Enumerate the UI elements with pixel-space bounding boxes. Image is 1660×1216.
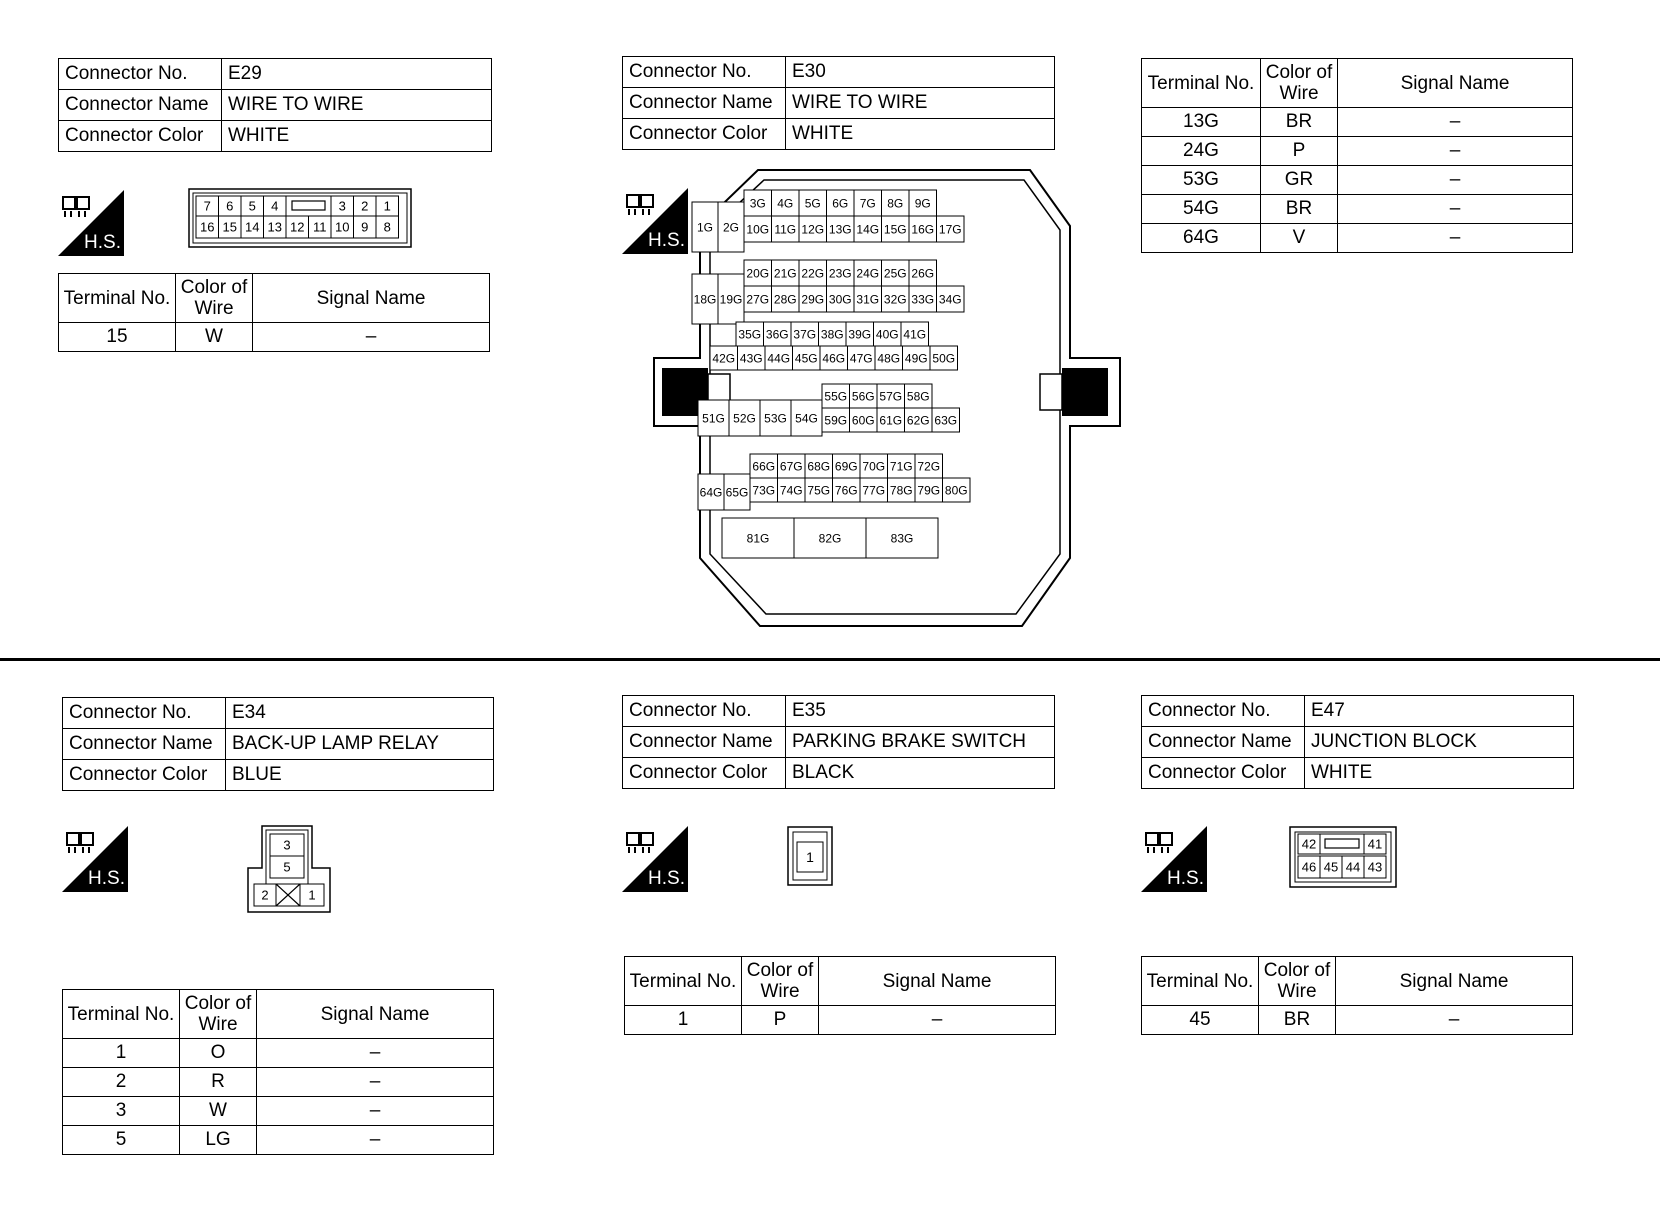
pin-label: 10 [335, 219, 350, 235]
label-connector-name: Connector Name [63, 729, 226, 760]
table-row [59, 323, 490, 352]
e29-connector-face [188, 188, 412, 250]
pin-label: 36G [765, 327, 789, 342]
pin-label: 9G [914, 196, 931, 211]
pin-label: 18G [693, 292, 717, 307]
pin-label: 14 [245, 219, 260, 235]
label-connector-name: Connector Name [59, 90, 222, 121]
pin-label: 5 [283, 859, 291, 875]
pin-cell [1320, 834, 1364, 854]
wire-color-cell: W [180, 1097, 257, 1126]
connector-no-value: E47 [1305, 696, 1574, 727]
header-signal-name: Signal Name [1338, 59, 1573, 108]
pin-label: 1G [696, 220, 714, 235]
pin-label: 65G [725, 485, 749, 500]
e34-info-table [62, 697, 494, 791]
label-connector-no: Connector No. [1142, 696, 1305, 727]
header-terminal-no: Terminal No. [1142, 957, 1259, 1006]
signal-name-cell: – [257, 1039, 494, 1068]
pin-label: 39G [848, 327, 872, 342]
header-color-of-wire: Color of Wire [1261, 59, 1338, 108]
pin-label: 21G [773, 266, 797, 281]
pin-label: 79G [917, 483, 941, 498]
pin-label: 43G [739, 351, 763, 366]
connector-name-value: WIRE TO WIRE [222, 90, 492, 121]
pin-label: 47G [849, 351, 873, 366]
terminal-cell: 64G [1142, 224, 1261, 253]
header-terminal-no: Terminal No. [625, 957, 742, 1006]
pin-label: 9 [361, 219, 369, 235]
pin-label: 3 [283, 837, 291, 853]
pin-label: 14G [856, 222, 880, 237]
pin-label: 16 [200, 219, 215, 235]
pin-label: 6 [226, 198, 234, 214]
label-connector-no: Connector No. [623, 57, 786, 88]
pin-label: 25G [883, 266, 907, 281]
pin-label: 27G [746, 292, 770, 307]
terminal-cell: 54G [1142, 195, 1261, 224]
pin-label: 70G [862, 459, 886, 474]
pin-label: 20G [746, 266, 770, 281]
e47-terminal-table [1141, 956, 1573, 1035]
pin-label: 13G [828, 222, 852, 237]
pin-label: 1 [806, 849, 814, 866]
hs-label: H.S. [84, 232, 121, 253]
pin-label: 26G [911, 266, 935, 281]
pin-label: 29G [801, 292, 825, 307]
pin-label: 38G [820, 327, 844, 342]
header-color-of-wire: Color of Wire [1259, 957, 1336, 1006]
e35-connector-face [787, 826, 835, 888]
pin-label: 11 [313, 219, 327, 235]
terminal-cell: 1 [625, 1006, 742, 1035]
pin-label: 41 [1367, 836, 1383, 852]
terminal-cell: 13G [1142, 108, 1261, 137]
hs-badge-e34 [62, 826, 128, 892]
header-color-of-wire: Color of Wire [742, 957, 819, 1006]
header-terminal-no: Terminal No. [63, 990, 180, 1039]
e34-terminal-table [62, 989, 494, 1155]
terminal-cell: 3 [63, 1097, 180, 1126]
terminal-cell: 5 [63, 1126, 180, 1155]
pin-label: 45G [794, 351, 818, 366]
header-signal-name: Signal Name [1336, 957, 1573, 1006]
pin-label: 75G [807, 483, 831, 498]
pin-label: 82G [818, 531, 842, 546]
pin-label: 11G [774, 222, 797, 237]
hs-label: H.S. [88, 868, 125, 889]
pin-label: 45 [1323, 859, 1339, 875]
pin-label: 19G [719, 292, 743, 307]
pin-label: 34G [938, 292, 962, 307]
signal-name-cell: – [1338, 224, 1573, 253]
terminal-cell: 53G [1142, 166, 1261, 195]
hs-label: H.S. [648, 868, 685, 889]
wire-color-cell: GR [1261, 166, 1338, 195]
e30-info-table [622, 56, 1055, 150]
pin-label: 2 [361, 198, 369, 214]
pin-label: 67G [779, 459, 803, 474]
label-connector-color: Connector Color [623, 119, 786, 150]
signal-name-cell: – [1338, 195, 1573, 224]
e29-info-table [58, 58, 492, 152]
wire-color-cell: P [1261, 137, 1338, 166]
section-divider [0, 658, 1660, 661]
label-connector-color: Connector Color [1142, 758, 1305, 789]
terminal-cell: 45 [1142, 1006, 1259, 1035]
terminal-cell: 1 [63, 1039, 180, 1068]
pin-label: 7G [859, 196, 876, 211]
wire-color-cell: W [176, 323, 253, 352]
signal-name-cell: – [257, 1097, 494, 1126]
connector-color-value: WHITE [1305, 758, 1574, 789]
pin-label: 80G [944, 483, 968, 498]
signal-name-cell: – [257, 1068, 494, 1097]
signal-name-cell: – [819, 1006, 1056, 1035]
pin-label: 4 [271, 198, 279, 214]
wire-color-cell: BR [1261, 108, 1338, 137]
pin-label: 44 [1345, 859, 1361, 875]
signal-name-cell: – [1338, 166, 1573, 195]
pin-label: 37G [793, 327, 817, 342]
pin-label: 52G [733, 411, 756, 426]
terminal-cell: 15 [59, 323, 176, 352]
pin-label: 43 [1367, 859, 1383, 875]
pin-label: 42G [712, 351, 736, 366]
pin-label: 49G [904, 351, 928, 366]
connector-name-value: WIRE TO WIRE [786, 88, 1055, 119]
pin-label: 6G [832, 196, 849, 211]
pin-label: 40G [875, 327, 899, 342]
pin-label: 48G [877, 351, 901, 366]
wire-color-cell: BR [1259, 1006, 1336, 1035]
pin-label: 13 [267, 219, 282, 235]
table-row [1142, 108, 1573, 137]
pin-label: 8G [887, 196, 904, 211]
e35-info-table [622, 695, 1055, 789]
e34-connector-face [244, 824, 336, 914]
e30-connector-face [650, 168, 1126, 630]
pin-label: 8 [383, 219, 391, 235]
pin-label: 1 [308, 887, 316, 903]
connector-name-value: PARKING BRAKE SWITCH [786, 727, 1055, 758]
wire-color-cell: O [180, 1039, 257, 1068]
connector-icon [625, 829, 657, 855]
pin-label: 15G [883, 222, 907, 237]
pin-label: 83G [890, 531, 914, 546]
connector-icon [61, 193, 93, 219]
e47-connector-face [1289, 826, 1399, 890]
pin-label: 30G [828, 292, 852, 307]
pin-label: 4G [777, 196, 794, 211]
label-connector-color: Connector Color [59, 121, 222, 152]
connector-icon [1144, 829, 1176, 855]
pin-label: 66G [752, 459, 776, 474]
pin-label: 69G [834, 459, 858, 474]
pin-label: 12 [290, 219, 305, 235]
pin-label: 54G [795, 411, 818, 426]
connector-no-value: E30 [786, 57, 1055, 88]
pin-label: 81G [746, 531, 770, 546]
pin-label: 2G [722, 220, 740, 235]
signal-name-cell: – [257, 1126, 494, 1155]
pin-label: 53G [764, 411, 787, 426]
table-row [1142, 137, 1573, 166]
table-row [63, 1039, 494, 1068]
label-connector-name: Connector Name [623, 88, 786, 119]
pin-label: 15 [222, 219, 237, 235]
label-connector-color: Connector Color [623, 758, 786, 789]
pin-label: 46 [1301, 859, 1317, 875]
pin-label: 77G [862, 483, 886, 498]
label-connector-name: Connector Name [1142, 727, 1305, 758]
label-connector-no: Connector No. [623, 696, 786, 727]
pin-label: 28G [773, 292, 797, 307]
pin-label: 1 [383, 198, 391, 214]
connector-no-value: E34 [226, 698, 494, 729]
header-terminal-no: Terminal No. [1142, 59, 1261, 108]
pin-label: 3G [749, 196, 766, 211]
header-signal-name: Signal Name [257, 990, 494, 1039]
table-row [1142, 224, 1573, 253]
label-connector-color: Connector Color [63, 760, 226, 791]
pin-label: 32G [883, 292, 907, 307]
pin-label: 2 [261, 887, 269, 903]
connector-color-value: WHITE [786, 119, 1055, 150]
pin-label: 56G [851, 389, 875, 404]
pin-label: 33G [911, 292, 935, 307]
table-row [63, 1097, 494, 1126]
e35-terminal-table [624, 956, 1056, 1035]
pin-label: 71G [889, 459, 913, 474]
hs-badge-e35 [622, 826, 688, 892]
hs-badge-e29 [58, 190, 124, 256]
signal-name-cell: – [253, 323, 490, 352]
pin-label: 35G [738, 327, 762, 342]
pin-label: 55G [824, 389, 848, 404]
pin-label: 50G [932, 351, 956, 366]
pin-label: 74G [779, 483, 803, 498]
pin-label: 57G [879, 389, 903, 404]
header-signal-name: Signal Name [819, 957, 1056, 1006]
pin-label: 41G [903, 327, 927, 342]
hs-label: H.S. [648, 230, 685, 251]
hs-badge-e47 [1141, 826, 1207, 892]
pin-label: 5 [248, 198, 256, 214]
pin-label: 76G [834, 483, 858, 498]
e30-terminal-table [1141, 58, 1573, 253]
pin-label: 68G [807, 459, 831, 474]
table-row [63, 1126, 494, 1155]
header-color-of-wire: Color of Wire [176, 274, 253, 323]
label-connector-no: Connector No. [59, 59, 222, 90]
pin-label: 17G [938, 222, 962, 237]
e29-terminal-table [58, 273, 490, 352]
pin-label: 63G [934, 413, 958, 428]
wire-color-cell: LG [180, 1126, 257, 1155]
pin-label: 22G [801, 266, 825, 281]
connector-name-value: JUNCTION BLOCK [1305, 727, 1574, 758]
wire-color-cell: BR [1261, 195, 1338, 224]
pin-label: 73G [752, 483, 776, 498]
signal-name-cell: – [1338, 137, 1573, 166]
pin-label: 78G [889, 483, 913, 498]
pin-label: 16G [911, 222, 935, 237]
pin-label: 64G [699, 485, 723, 500]
wire-color-cell: P [742, 1006, 819, 1035]
table-row [63, 1068, 494, 1097]
pin-label: 23G [828, 266, 852, 281]
header-color-of-wire: Color of Wire [180, 990, 257, 1039]
terminal-cell: 24G [1142, 137, 1261, 166]
pin-label: 51G [702, 411, 725, 426]
pin-label: 62G [906, 413, 930, 428]
wire-color-cell: V [1261, 224, 1338, 253]
table-row [1142, 1006, 1573, 1035]
header-signal-name: Signal Name [253, 274, 490, 323]
wire-color-cell: R [180, 1068, 257, 1097]
connector-no-value: E29 [222, 59, 492, 90]
terminal-cell: 2 [63, 1068, 180, 1097]
connector-color-value: WHITE [222, 121, 492, 152]
signal-name-cell: – [1338, 108, 1573, 137]
pin-label: 58G [906, 389, 930, 404]
signal-name-cell: – [1336, 1006, 1573, 1035]
pin-label: 60G [851, 413, 875, 428]
table-row [1142, 166, 1573, 195]
pin-label: 7 [203, 198, 211, 214]
hs-label: H.S. [1167, 868, 1204, 889]
e47-info-table [1141, 695, 1574, 789]
pin-label: 12G [801, 222, 825, 237]
table-row [625, 1006, 1056, 1035]
pin-label: 10G [746, 222, 770, 237]
pin-label: 31G [856, 292, 880, 307]
pin-label: 24G [856, 266, 880, 281]
label-connector-no: Connector No. [63, 698, 226, 729]
connector-name-value: BACK-UP LAMP RELAY [226, 729, 494, 760]
pin-label: 5G [804, 196, 821, 211]
pin-label: 3 [338, 198, 346, 214]
pin-label: 44G [767, 351, 791, 366]
header-terminal-no: Terminal No. [59, 274, 176, 323]
connector-no-value: E35 [786, 696, 1055, 727]
connector-icon [65, 829, 97, 855]
pin-label: 61G [879, 413, 903, 428]
pin-label: 42 [1301, 836, 1317, 852]
pin-label: 72G [917, 459, 941, 474]
pin-cell [286, 196, 331, 216]
label-connector-name: Connector Name [623, 727, 786, 758]
pin-label: 46G [822, 351, 846, 366]
table-row [1142, 195, 1573, 224]
connector-color-value: BLACK [786, 758, 1055, 789]
connector-color-value: BLUE [226, 760, 494, 791]
pin-label: 59G [824, 413, 848, 428]
